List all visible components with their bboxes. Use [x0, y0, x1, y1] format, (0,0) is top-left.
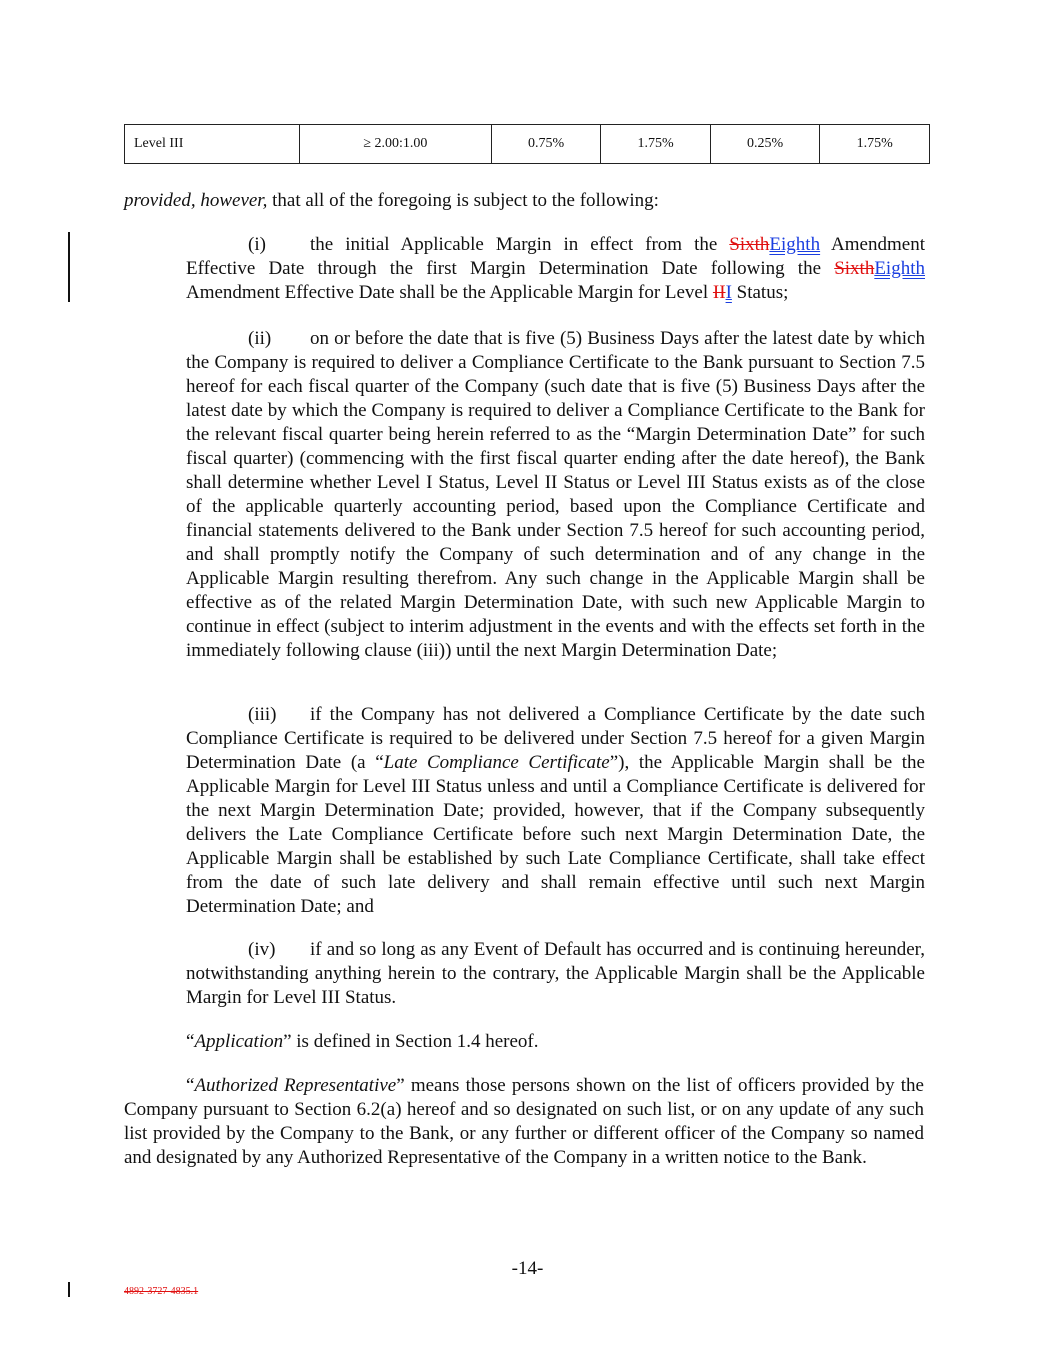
quote-mark: “	[186, 1031, 195, 1052]
clause-text: if and so long as any Event of Default has occurred and is continuing hereunder, notwithstanding anything herein to the contrary, the Applicable Margin shall be the Applicable Margin for Level III Status.	[186, 939, 925, 1008]
table-cell: 0.25%	[710, 125, 820, 164]
clause-number: (iii)	[248, 704, 277, 725]
table-cell: 1.75%	[820, 125, 930, 164]
defined-term: Authorized Representative	[194, 1075, 397, 1096]
page-number: -14-	[511, 1258, 544, 1279]
defined-term: Application	[194, 1031, 284, 1052]
clause-text: on or before the date that is five (5) Business Days after the latest date by which the Company is required to deliver a Compliance Certificate to the Bank pursuant to Section 7.5 hereof for each fiscal quarter of the Company (such date that is five (5) Business Days after the latest date by which the Company is required to deliver a Compliance Certificate to the Bank for the relevant fiscal quarter being herein referred to as the “Margin Determination Date” for such fiscal quarter) (commencing with the first fiscal quarter ending after the date hereof), the Bank shall determine whether Level I Status, Level II Status or Level III Status exists as of the close of the applicable quarterly accounting period, based upon the Compliance Certificate and financial statements delivered to the Bank under Section 7.5 hereof for such accounting period, and shall promptly notify the Company of such determination and of any change in the Applicable Margin resulting therefrom. Any such change in the Applicable Margin shall be effective as of the related Margin Determination Date, with such new Applicable Margin to continue in effect (subject to interim adjustment in the events and with the effects set forth in the immediately following clause (iii)) until the next Margin Determination Date;	[186, 328, 925, 661]
clause-text: the initial Applicable Margin in effect from the	[310, 234, 730, 255]
defined-term: Late Compliance Certificate	[383, 752, 610, 773]
clause-ii	[186, 327, 925, 663]
clause-text: ”), the Applicable Margin shall be the Applicable Margin for Level III Status unless and until a Compliance Certificate is delivered for the next Margin Determination Date; provided, however, that if the Company subsequently delivers the Late Compliance Certificate before such next Margin Determination Date, the Applicable Margin shall be established by such Late Compliance Certificate, shall take effect from the date of such late delivery and shall remain effective until such next Margin Determination Date; and	[186, 752, 925, 917]
clause-text: Amendment Effective Date through the first Margin Determination Date following the	[186, 234, 925, 279]
proviso-text: that all of the foregoing is subject to the following:	[267, 190, 659, 211]
proviso-italic: provided, however,	[124, 190, 268, 211]
definition-text: ” means those persons shown on the list of officers provided by the Company pursuant to Section 6.2(a) hereof and so designated on such list, or on any update of any such list provided by the Company to the Bank, or any further or different officer of the Company so named and designated by any Authorized Representative of the Company in a written notice to the Bank.	[124, 1075, 924, 1168]
table-cell: 0.75%	[491, 125, 601, 164]
definition-text: ” is defined in Section 1.4 hereof.	[283, 1031, 539, 1052]
deleted-text: Sixth	[729, 234, 770, 255]
inserted-text: Eighth	[874, 258, 925, 279]
proviso-intro	[124, 189, 930, 213]
deleted-text: II	[712, 282, 726, 303]
table-cell: ≥ 2.00:1.00	[299, 125, 491, 164]
deleted-text: Sixth	[834, 258, 875, 279]
clause-iv	[186, 938, 925, 1010]
clause-text: Amendment Effective Date shall be the Applicable Margin for Level	[186, 282, 713, 303]
table-cell: Level III	[125, 125, 300, 164]
clause-iii	[186, 703, 925, 919]
definition-authorized-representative	[124, 1074, 924, 1170]
clause-text: Status;	[731, 282, 789, 303]
change-bar	[68, 1282, 70, 1297]
clause-i	[186, 233, 925, 305]
table-row	[125, 125, 930, 164]
definition-application	[186, 1030, 538, 1054]
margin-level-table	[124, 124, 930, 164]
quote-mark: “	[186, 1075, 195, 1096]
clause-text: if the Company has not delivered a Compliance Certificate by the date such Compliance Certificate is required to be delivered under Section 7.5 hereof for a given Margin Determination Date (a “	[186, 704, 925, 773]
change-bar	[68, 232, 70, 302]
document-id: 4892-3727-4835.1	[124, 1286, 199, 1297]
inserted-text: Eighth	[769, 234, 821, 255]
inserted-text: I	[725, 282, 732, 303]
clause-number: (ii)	[248, 328, 272, 349]
clause-number: (iv)	[248, 939, 276, 960]
table-cell: 1.75%	[601, 125, 711, 164]
clause-number: (i)	[248, 234, 266, 255]
